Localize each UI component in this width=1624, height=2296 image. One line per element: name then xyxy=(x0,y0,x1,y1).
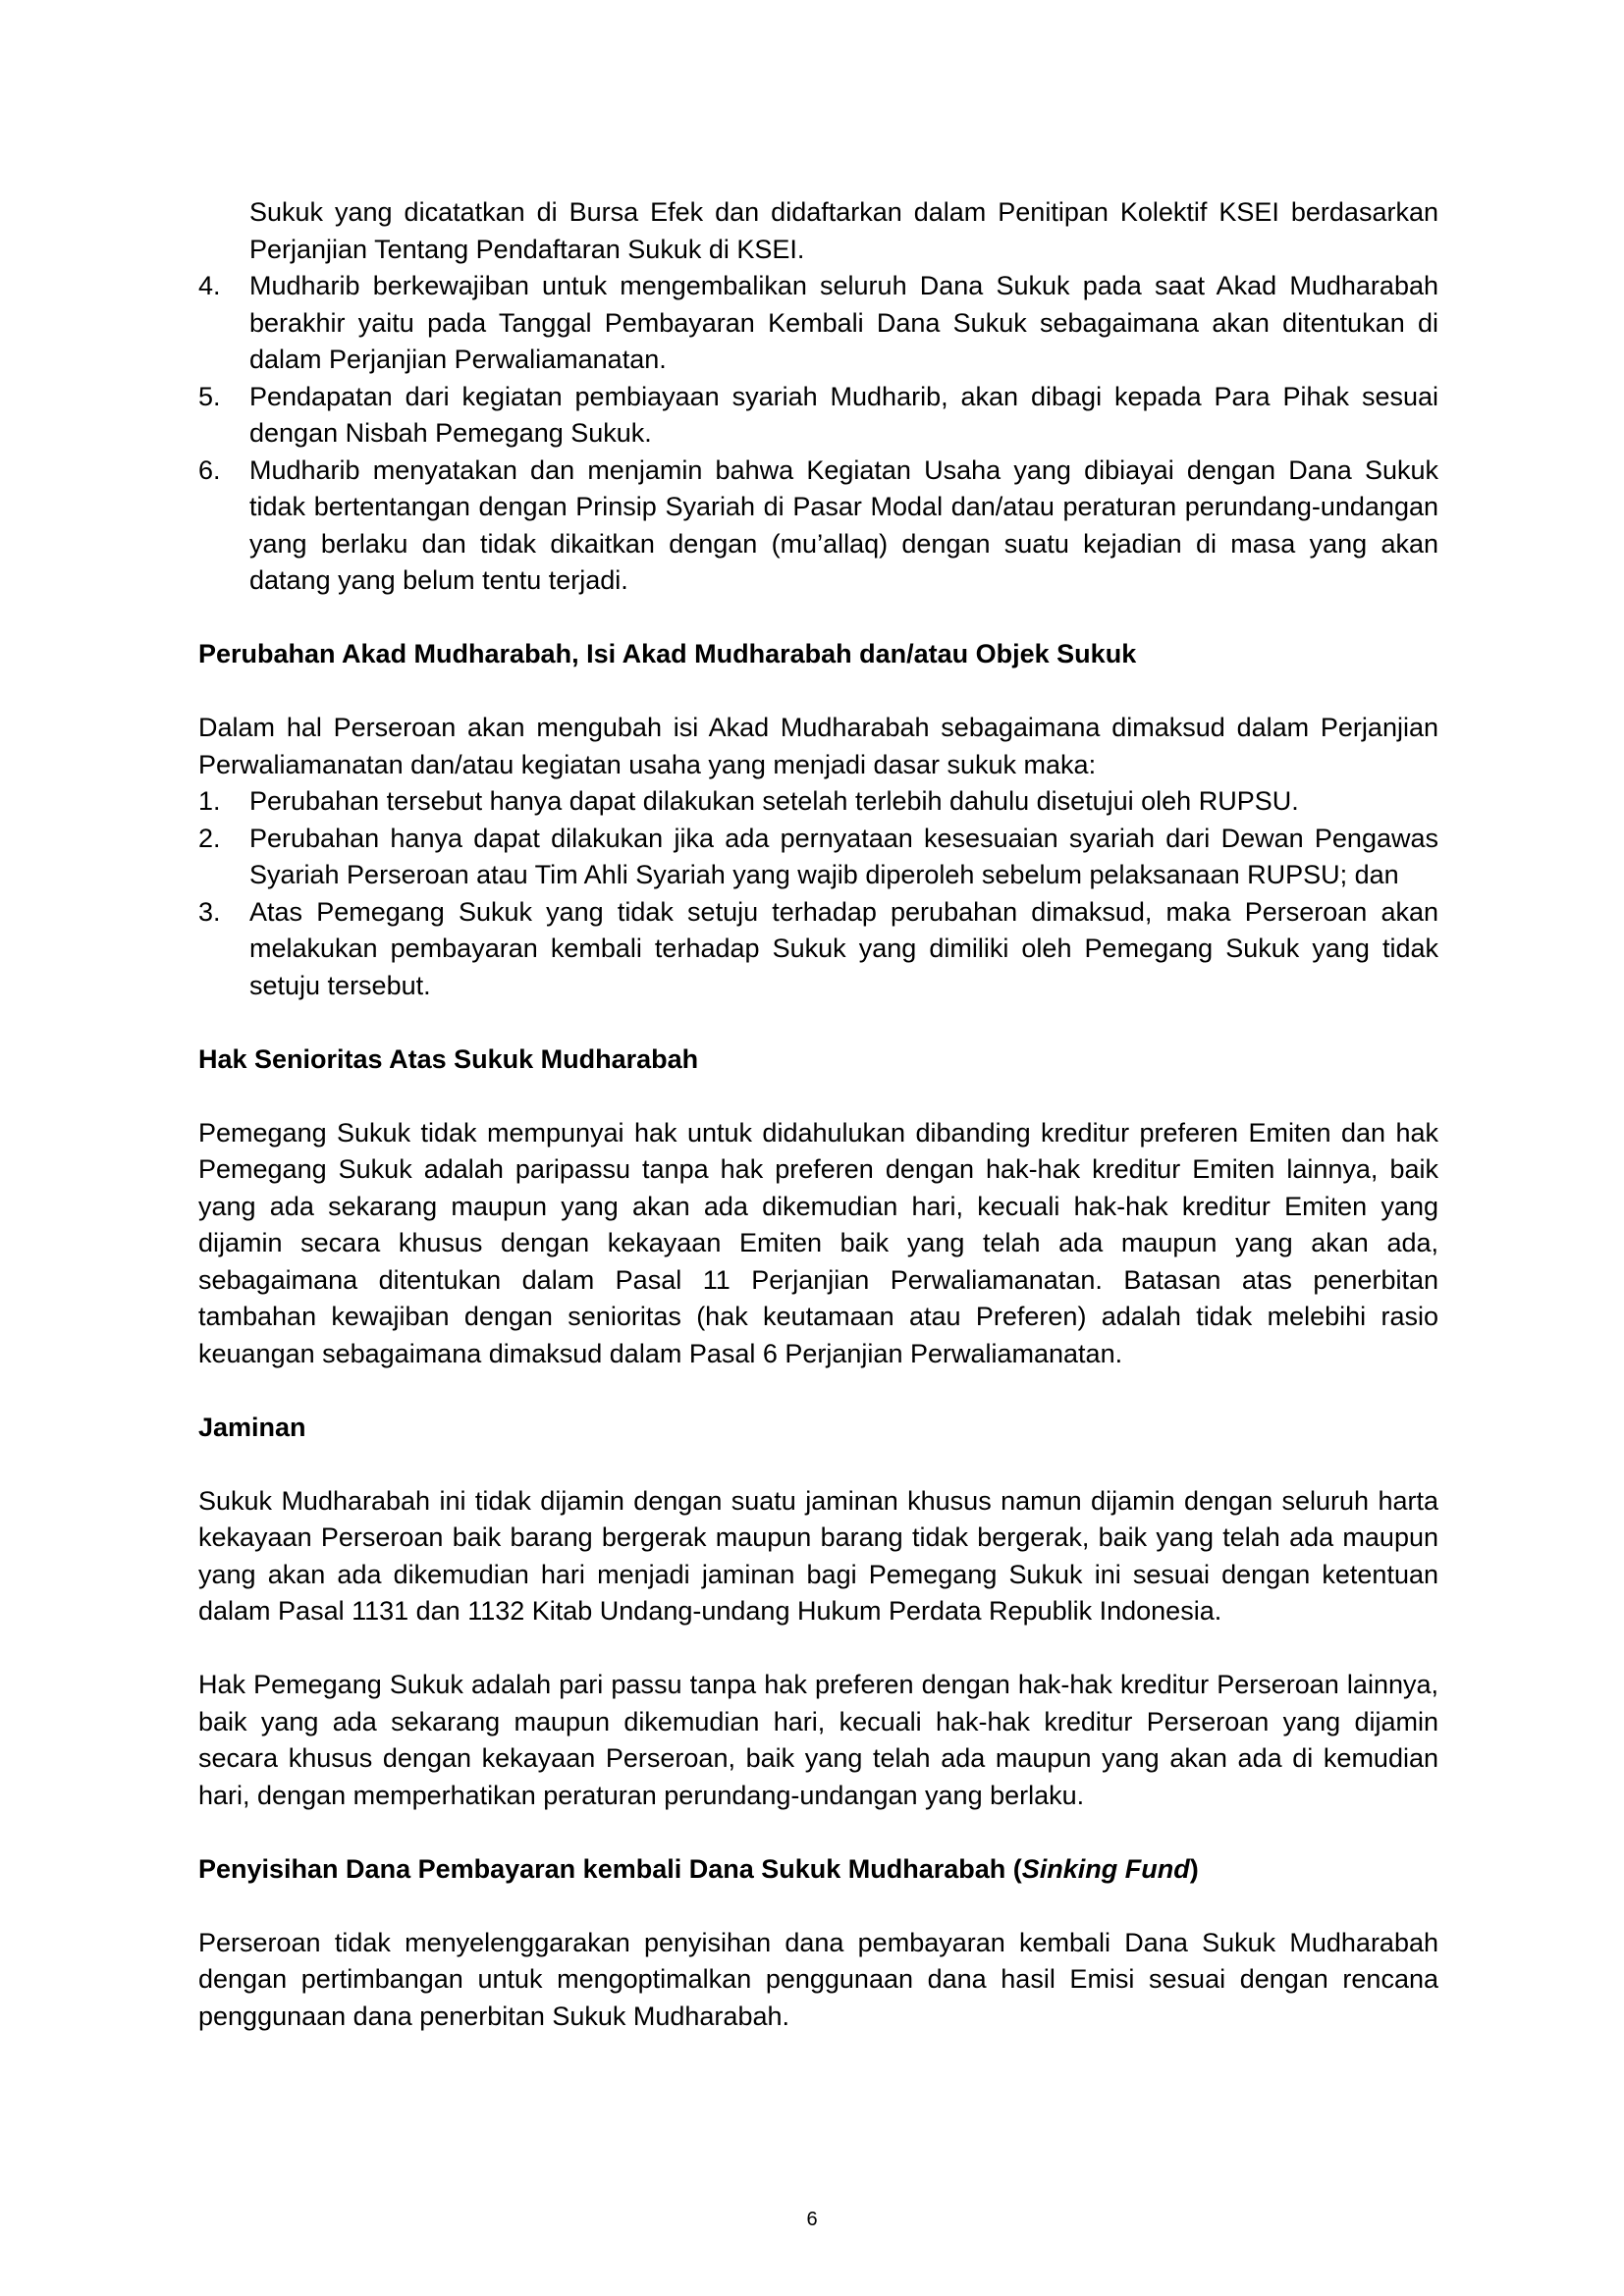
list-item-text: Pendapatan dari kegiatan pembiayaan syariah Mudharib, akan dibagi kepada Para Pihak sesuai dengan Nisbah Pemegang Sukuk. xyxy=(249,381,1438,448)
list-item-number: 2. xyxy=(198,823,221,853)
list-item-text: Perubahan hanya dapat dilakukan jika ada pernyataan kesesuaian syariah dari Dewan Pengawas Syariah Perseroan atau Tim Ahli Syariah yang wajib diperoleh sebelum pelaksanaan RUPSU; dan xyxy=(249,823,1438,889)
list-item xyxy=(198,821,1438,894)
section-body-hak-senioritas: Pemegang Sukuk tidak mempunyai hak untuk didahulukan dibanding kreditur preferen Emiten dan hak Pemegang Sukuk adalah paripassu tanpa hak preferen dengan hak-hak kreditur Emiten lainnya, baik yang ada sekarang maupun yang akan ada dikemudian hari, kecuali hak-hak kreditur Emiten yang dijamin secara khusus dengan kekayaan Emiten baik yang telah ada maupun yang akan ada, sebagaimana ditentukan dalam Pasal 11 Perjanjian Perwaliamanatan. Batasan atas penerbitan tambahan kewajiban dengan senioritas (hak keutamaan atau Preferen) adalah tidak melebihi rasio keuangan sebagaimana dimaksud dalam Pasal 6 Perjanjian Perwaliamanatan. xyxy=(198,1117,1438,1368)
list-item-number: 4. xyxy=(198,271,221,300)
heading-italic-term: Sinking Fund xyxy=(1021,1853,1190,1884)
list-item-text: Mudharib menyatakan dan menjamin bahwa Kegiatan Usaha yang dibiayai dengan Dana Sukuk tidak bertentangan dengan Prinsip Syariah di Pasar Modal dan/atau peraturan perundang-undangan yang berlaku dan tidak dikaitkan dengan (mu’allaq) dengan suatu kejadian di masa yang akan datang yang belum tentu terjadi. xyxy=(249,454,1438,595)
list-item-continuation: Sukuk yang dicatatkan di Bursa Efek dan didaftarkan dalam Penitipan Kolektif KSEI berdasarkan Perjanjian Tentang Pendaftaran Sukuk di KSEI. xyxy=(249,197,1438,264)
list-item xyxy=(198,379,1438,453)
heading-suffix: ) xyxy=(1189,1853,1199,1884)
list-item xyxy=(198,894,1438,1005)
list-item-number: 3. xyxy=(198,896,221,927)
page-number: 6 xyxy=(806,2209,818,2230)
heading-prefix: Penyisihan Dana Pembayaran kembali Dana Sukuk Mudharabah ( xyxy=(198,1853,1022,1884)
list-item-number: 1. xyxy=(198,786,221,816)
section-heading-hak-senioritas: Hak Senioritas Atas Sukuk Mudharabah xyxy=(198,1043,699,1074)
list-item-text: Mudharib berkewajiban untuk mengembalikan seluruh Dana Sukuk pada saat Akad Mudharabah berakhir yaitu pada Tanggal Pembayaran Kembali Dana Sukuk sebagaimana akan ditentukan di dalam Perjanjian Perwaliamanatan. xyxy=(249,271,1438,374)
section-body-jaminan-1: Sukuk Mudharabah ini tidak dijamin dengan suatu jaminan khusus namun dijamin dengan seluruh harta kekayaan Perseroan baik barang bergerak maupun barang tidak bergerak, baik yang telah ada maupun yang akan ada dikemudian hari menjadi jaminan bagi Pemegang Sukuk ini sesuai dengan ketentuan dalam Pasal 1131 dan 1132 Kitab Undang-undang Hukum Perdata Republik Indonesia. xyxy=(198,1485,1438,1626)
section-body-sinking-fund: Perseroan tidak menyelenggarakan penyisihan dana pembayaran kembali Dana Sukuk Mudharabah dengan pertimbangan untuk mengoptimalkan penggunaan dana hasil Emisi sesuai dengan rencana penggunaan dana penerbitan Sukuk Mudharabah. xyxy=(198,1927,1438,2031)
section-heading-perubahan: Perubahan Akad Mudharabah, Isi Akad Mudharabah dan/atau Objek Sukuk xyxy=(198,639,1137,668)
list-item xyxy=(198,453,1438,600)
section-body-jaminan-2: Hak Pemegang Sukuk adalah pari passu tanpa hak preferen dengan hak-hak kreditur Perseroan lainnya, baik yang ada sekarang maupun dikemudian hari, kecuali hak-hak kreditur Perseroan yang dijamin secara khusus dengan kekayaan Perseroan, baik yang telah ada maupun yang akan ada di kemudian hari, dengan memperhatikan peraturan perundang-undangan yang berlaku. xyxy=(198,1670,1438,1810)
list-item-text: Atas Pemegang Sukuk yang tidak setuju terhadap perubahan dimaksud, maka Perseroan akan melakukan pembayaran kembali terhadap Sukuk yang dimiliki oleh Pemegang Sukuk yang tidak setuju tersebut. xyxy=(249,896,1438,1000)
list-item xyxy=(198,268,1438,379)
list-item-number: 6. xyxy=(198,454,221,485)
section-heading-jaminan: Jaminan xyxy=(198,1412,306,1442)
page-content xyxy=(198,194,1438,2035)
list-item xyxy=(198,783,1438,821)
list-item-number: 5. xyxy=(198,381,221,411)
section-heading-sinking-fund xyxy=(198,1851,1438,1889)
list-item-text: Perubahan tersebut hanya dapat dilakukan setelah terlebih dahulu disetujui oleh RUPSU. xyxy=(249,786,1299,816)
obligations-list xyxy=(198,268,1438,600)
section-intro-perubahan: Dalam hal Perseroan akan mengubah isi Akad Mudharabah sebagaimana dimaksud dalam Perjanjian Perwaliamanatan dan/atau kegiatan usaha yang menjadi dasar sukuk maka: xyxy=(198,713,1438,779)
amendment-list xyxy=(198,783,1438,1004)
